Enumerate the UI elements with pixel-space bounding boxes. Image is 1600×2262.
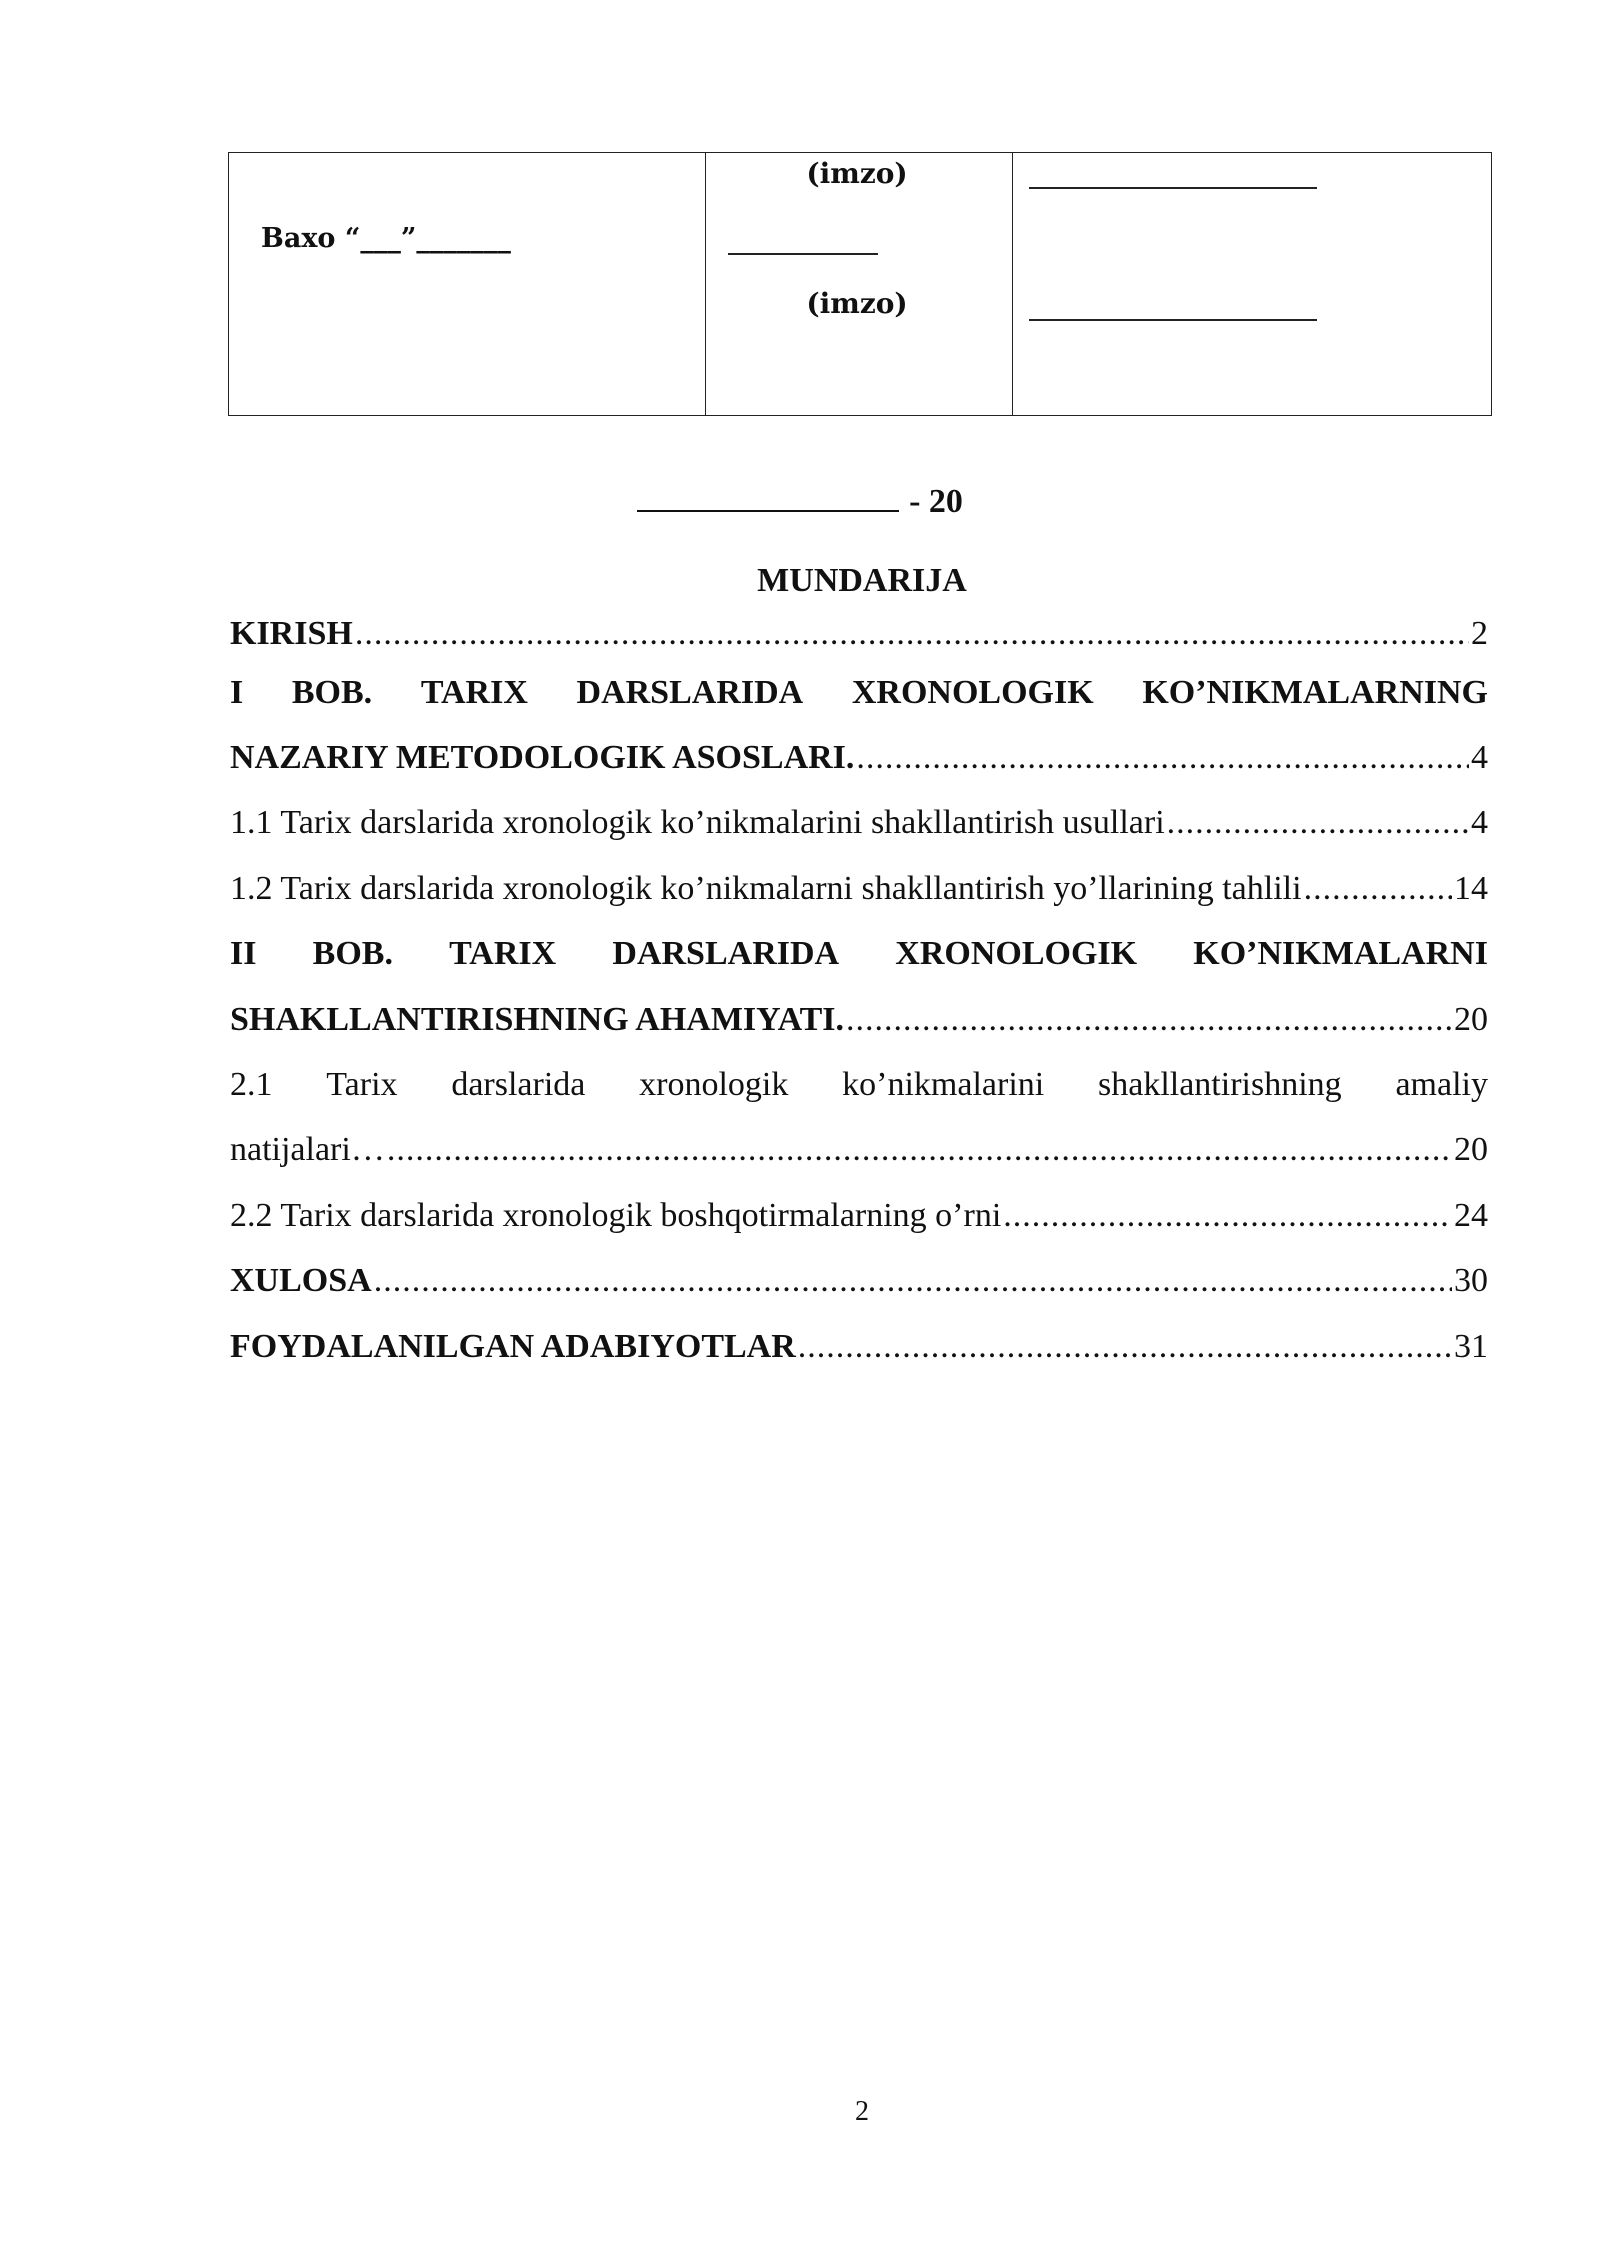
toc-entry-title: 1.2 Tarix darslarida xronologik ko’nikmalarni shakllantirish yo’llarining tahlili [230, 869, 1302, 907]
toc-entry-adabiyotlar [230, 1314, 1488, 1379]
date-blank [637, 482, 899, 512]
toc-word: Tarix [326, 1066, 398, 1104]
toc-entry-title: natijalari… [230, 1131, 385, 1169]
toc-entry-title: NAZARIY METODOLOGIK ASOSLARI. [230, 739, 855, 777]
toc-leader-dots [374, 1262, 1452, 1300]
toc-entry-page: 20 [1454, 1131, 1488, 1169]
toc-leader-dots [856, 739, 1469, 777]
toc-title: MUNDARIJA [757, 562, 967, 599]
toc-entry-page: 31 [1454, 1327, 1488, 1365]
toc-word: DARSLARIDA [576, 673, 804, 711]
date-suffix: - 20 [909, 483, 963, 520]
toc-entry-2-1-line2 [230, 1118, 1488, 1183]
toc-entry-bob2-line1 [230, 922, 1488, 987]
toc-word: amaliy [1395, 1066, 1488, 1104]
toc-entry-1-2 [230, 856, 1488, 921]
toc-word: TARIX [449, 935, 557, 973]
toc-entry-page: 4 [1471, 739, 1488, 777]
toc-word: II [230, 935, 257, 973]
imzo-label-bottom: (imzo) [806, 287, 908, 320]
toc-entry-bob2-line2 [230, 987, 1488, 1052]
toc-leader-dots [1304, 870, 1452, 908]
toc-entry-page: 24 [1454, 1196, 1488, 1234]
toc-word: shakllantirishning [1098, 1066, 1342, 1104]
toc-word: XRONOLOGIK [895, 935, 1138, 973]
name-blank-bottom [1029, 319, 1317, 321]
toc-word: KO’NIKMALARNI [1193, 935, 1488, 973]
grade-cell [229, 153, 706, 416]
toc-word: BOB. [312, 935, 393, 973]
toc-entry-page: 20 [1454, 1000, 1488, 1038]
toc-entry-page: 30 [1454, 1262, 1488, 1300]
toc-word: TARIX [420, 673, 528, 711]
signature-table [228, 152, 1492, 416]
toc-entry-xulosa [230, 1249, 1488, 1314]
toc-leader-dots [798, 1328, 1452, 1366]
toc-entry-kirish [230, 608, 1488, 660]
toc-word: DARSLARIDA [612, 935, 840, 973]
name-blank-top [1029, 187, 1317, 189]
toc-entry-2-2 [230, 1183, 1488, 1248]
grade-label: Baxo “___”_______ [261, 223, 511, 254]
table-of-contents [230, 608, 1488, 1379]
signature-blank-middle [728, 253, 878, 255]
toc-leader-dots [387, 1131, 1452, 1169]
toc-word: KO’NIKMALARNING [1142, 673, 1488, 711]
toc-entry-title: KIRISH [230, 615, 353, 652]
page-number: 2 [855, 2096, 869, 2127]
toc-leader-dots [1003, 1197, 1452, 1235]
toc-word: I [230, 673, 244, 711]
toc-entry-bob1-line1 [230, 660, 1488, 725]
toc-word: xronologik [639, 1066, 789, 1104]
toc-entry-title: 1.1 Tarix darslarida xronologik ko’nikmalarini shakllantirish usullari [230, 804, 1165, 842]
toc-word: ko’nikmalarini [842, 1066, 1045, 1104]
toc-entry-page: 2 [1471, 615, 1488, 652]
toc-entry-title: 2.2 Tarix darslarida xronologik boshqotirmalarning o’rni [230, 1196, 1002, 1234]
toc-word: BOB. [291, 673, 373, 711]
toc-word: darslarida [451, 1066, 586, 1104]
toc-entry-1-1 [230, 791, 1488, 856]
imzo-cell [706, 153, 1013, 416]
toc-word: XRONOLOGIK [851, 673, 1094, 711]
toc-entry-2-1-line1 [230, 1052, 1488, 1117]
toc-word: 2.1 [230, 1066, 273, 1104]
toc-entry-page: 4 [1471, 804, 1488, 842]
toc-entry-title: SHAKLLANTIRISHNING AHAMIYATI. [230, 1000, 845, 1038]
toc-entry-title: FOYDALANILGAN ADABIYOTLAR [230, 1327, 796, 1365]
toc-leader-dots [846, 1001, 1452, 1039]
toc-leader-dots [355, 615, 1469, 653]
toc-entry-title: XULOSA [230, 1262, 372, 1300]
toc-leader-dots [1167, 804, 1469, 842]
toc-entry-page: 14 [1454, 869, 1488, 907]
imzo-label-top: (imzo) [806, 157, 908, 190]
name-cell [1013, 153, 1492, 416]
toc-entry-bob1-line2 [230, 725, 1488, 790]
date-line [0, 482, 1600, 521]
